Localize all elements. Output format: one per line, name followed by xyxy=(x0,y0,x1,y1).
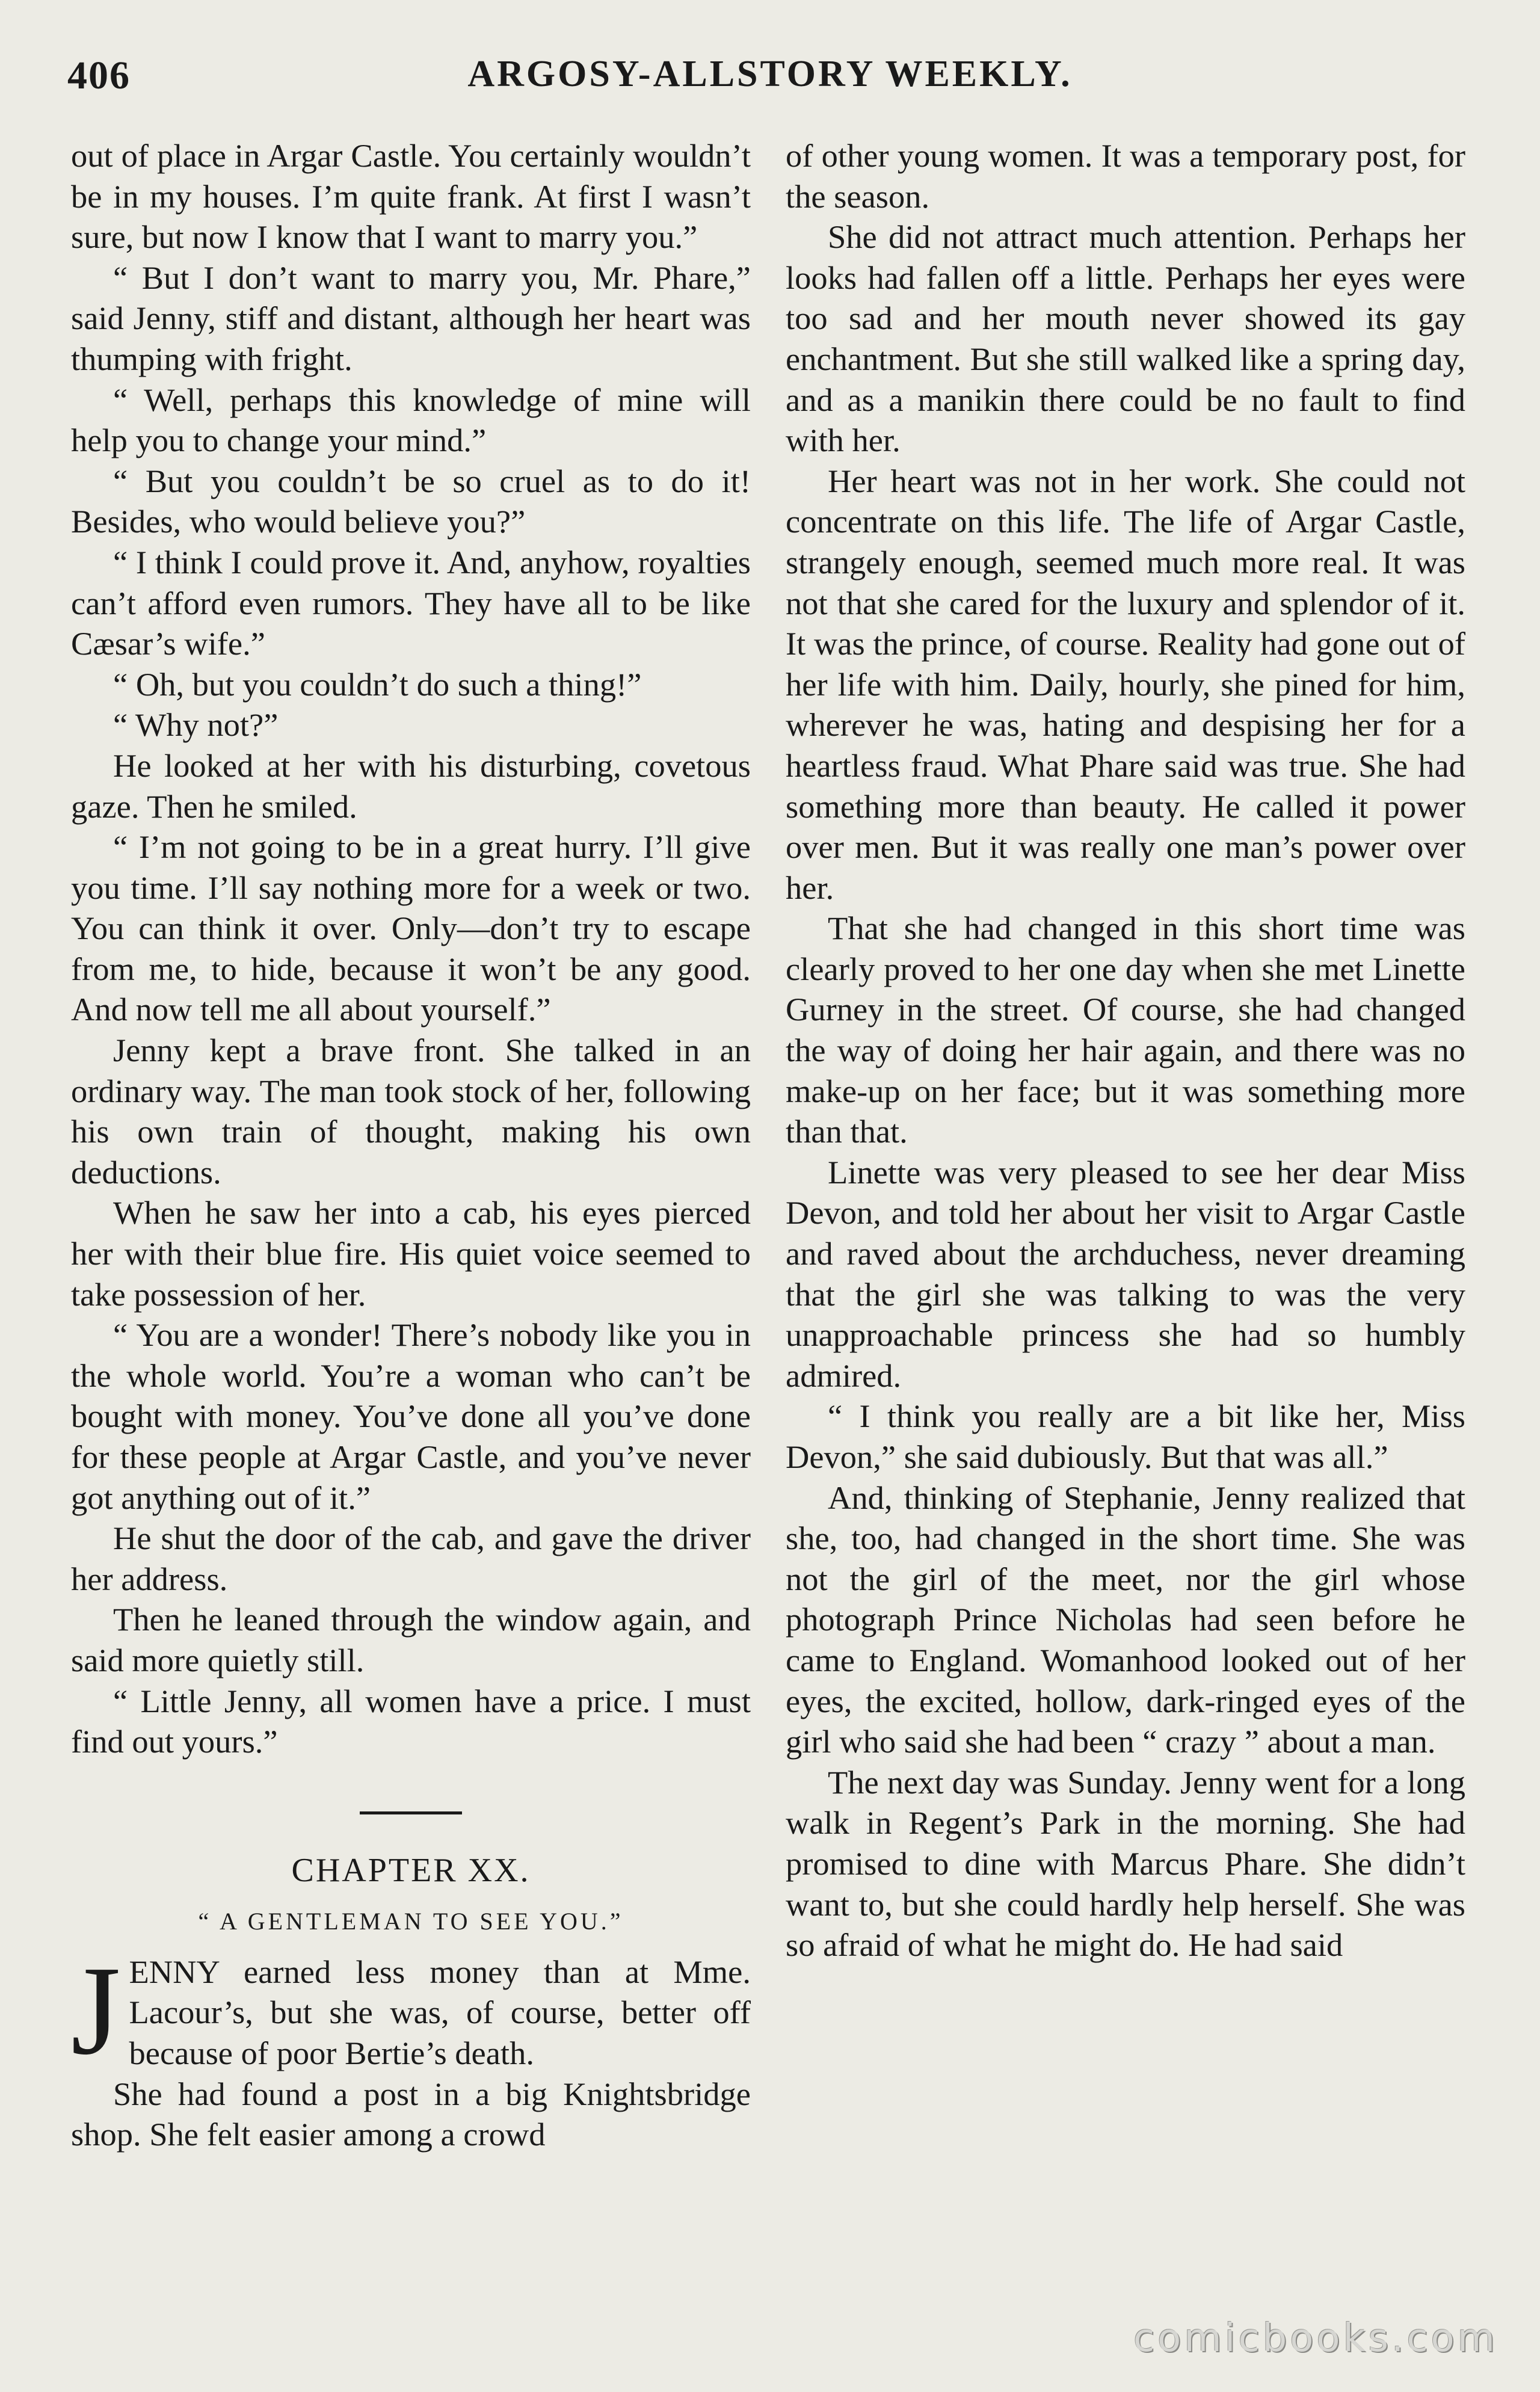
drop-cap-letter: J xyxy=(71,1939,121,2081)
paragraph: “ Why not?” xyxy=(113,706,279,744)
paragraph: He looked at her with his disturbing, covetous gaze. Then he smiled. xyxy=(71,747,751,825)
paragraph: That she had changed in this short time was clearly proved to her one day when she met Linette Gurney in the street. Of course, she had changed the way of doing her hair again, and there was no make-up on her face; but it was something more than that. xyxy=(786,910,1465,1150)
running-head xyxy=(67,53,1473,107)
site-watermark: comicbooks.com xyxy=(1133,2316,1498,2361)
magazine-title: ARGOSY-ALLSTORY WEEKLY. xyxy=(467,54,1073,94)
paragraph: Jenny kept a brave front. She talked in an ordinary way. The man took stock of her, following his own train of thought, making his own deductions. xyxy=(71,1032,751,1191)
paragraph: “ Well, perhaps this knowledge of mine will help you to change your mind.” xyxy=(71,381,751,459)
paragraph: “ But I don’t want to marry you, Mr. Phare,” said Jenny, stiff and distant, although her heart was thumping with fright. xyxy=(71,259,751,377)
paragraph: She did not attract much attention. Perhaps her looks had fallen off a little. Perhaps her eyes were too sad and her mouth never showed its gay enchantment. But she still walked like a spring day, and as a manikin there could be no fault to find with her. xyxy=(786,218,1465,459)
paragraph: out of place in Argar Castle. You certainly wouldn’t be in my houses. I’m quite frank. At first I wasn’t sure, but now I know that I want to marry you.” xyxy=(71,137,751,256)
chapter-opening-text: ENNY earned less money than at Mme. Lacour’s, but she was, of course, better off because of poor Bertie’s death. xyxy=(129,1953,751,2071)
paragraph: “ But you couldn’t be so cruel as to do it! Besides, who would believe you?” xyxy=(71,462,751,540)
divider-rule xyxy=(360,1811,462,1814)
chapter-subtitle: “ A GENTLEMAN TO SEE YOU.” xyxy=(198,1907,624,1935)
paragraph: She had found a post in a big Knightsbridge shop. She felt easier among a crowd xyxy=(71,2075,751,2153)
chapter-title: CHAPTER XX. xyxy=(291,1851,531,1889)
paragraph: Her heart was not in her work. She could not concentrate on this life. The life of Argar Castle, strangely enough, seemed much more real. It was not that she cared for the luxury and splendor of it. It was the prince, of course. Reality had gone out of her life with him. Daily, hourly, she pined for him, wherever he was, hating and despising her for a heartless fraud. What Phare said was true. She had something more than beauty. He called it power over men. But it was really one man’s power over her. xyxy=(786,462,1465,906)
right-column xyxy=(786,135,1465,1965)
paragraph: “ Oh, but you couldn’t do such a thing!” xyxy=(113,665,642,703)
paragraph: When he saw her into a cab, his eyes pierced her with their blue fire. His quiet voice seemed to take possession of her. xyxy=(71,1194,751,1313)
paragraph: “ I think you really are a bit like her, Miss Devon,” she said dubiously. But that was all.” xyxy=(786,1398,1465,1475)
paragraph: “ You are a wonder! There’s nobody like you in the whole world. You’re a woman who can’t be bought with money. You’ve done all you’ve done for these people at Argar Castle, and you’ve never got anything out of it.” xyxy=(71,1316,751,1516)
section-divider xyxy=(71,1762,751,1843)
paragraph: “ I think I could prove it. And, anyhow, royalties can’t afford even rumors. They have all to be like Cæsar’s wife.” xyxy=(71,543,751,662)
left-column xyxy=(71,135,751,2155)
paragraph: The next day was Sunday. Jenny went for a long walk in Regent’s Park in the morning. She had promised to dine with Marcus Phare. She didn’t want to, but she could hardly help herself. She was so afraid of what he might do. He had said xyxy=(786,1763,1465,1964)
paragraph: Then he leaned through the window again, and said more quietly still. xyxy=(71,1601,751,1678)
paragraph: He shut the door of the cab, and gave the driver her address. xyxy=(71,1520,751,1597)
paragraph: of other young women. It was a temporary post, for the season. xyxy=(786,137,1465,215)
paragraph: Linette was very pleased to see her dear Miss Devon, and told her about her visit to Argar Castle and raved about the archduchess, never dreaming that the girl she was talking to was the very unapproachable princess she had so humbly admired. xyxy=(786,1153,1465,1394)
paragraph: “ I’m not going to be in a great hurry. I’ll give you time. I’ll say nothing more for a week or two. You can think it over. Only—don’t try to escape from me, to hide, because it won’t be any good. And now tell me all about yourself.” xyxy=(71,828,751,1028)
chapter-opening-paragraph xyxy=(71,1939,751,2081)
paragraph: “ Little Jenny, all women have a price. I must find out yours.” xyxy=(71,1682,751,1760)
page-number: 406 xyxy=(67,54,131,97)
paragraph: And, thinking of Stephanie, Jenny realized that she, too, had changed in the short time. She was not the girl of the meet, nor the girl whose photograph Prince Nicholas had seen before he came to England. Womanhood looked out of her eyes, the excited, hollow, dark-ringed eyes of the girl who said she had been “ crazy ” about a man. xyxy=(786,1479,1465,1760)
